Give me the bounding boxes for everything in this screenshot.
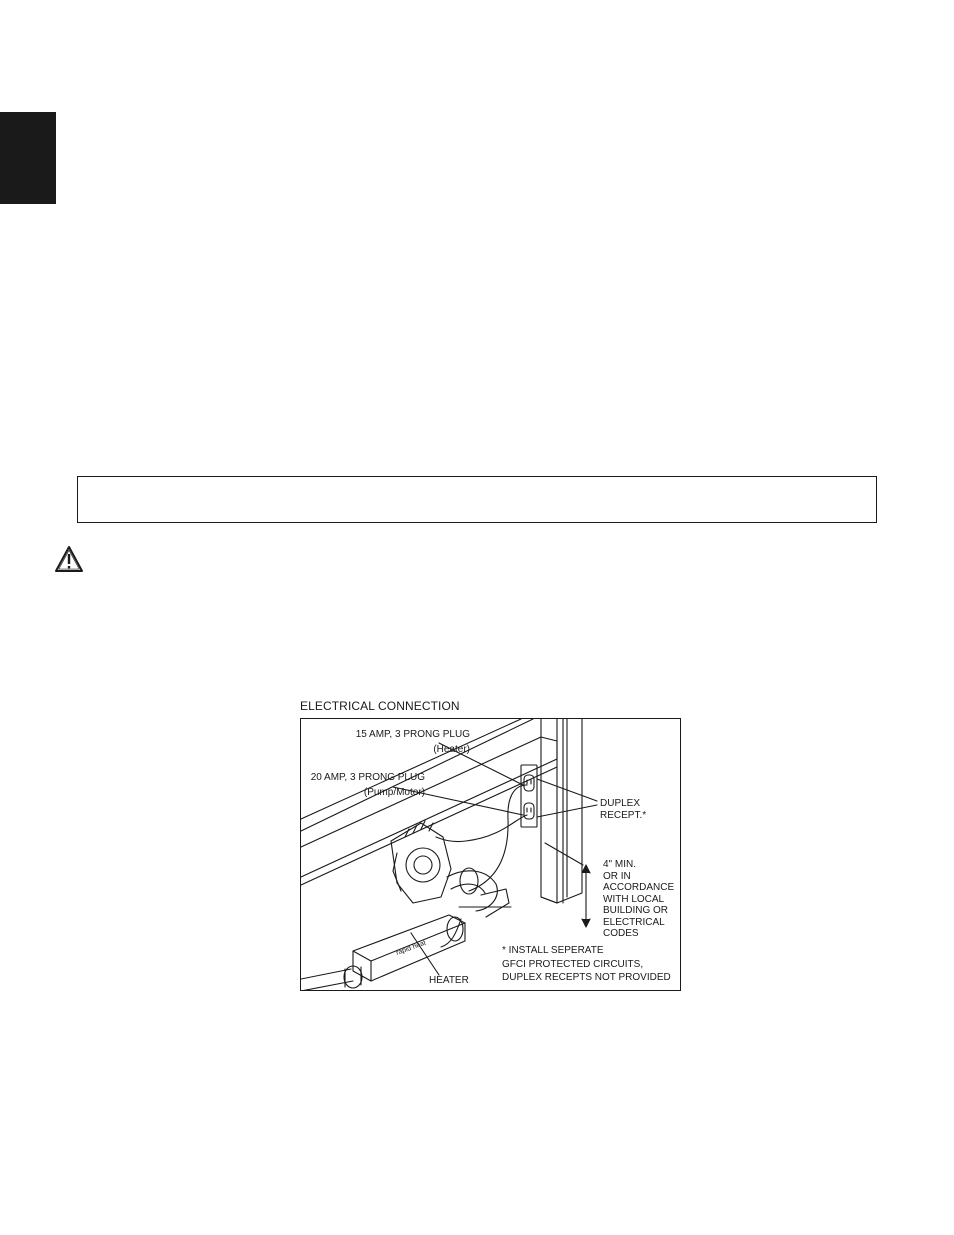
wall-stud (541, 719, 557, 903)
notice-box (77, 476, 877, 523)
pump-motor (391, 823, 451, 903)
pump-plug-label: 20 AMP, 3 PRONG PLUG (Pump/Motor) (310, 772, 425, 798)
heater-plug-label: 15 AMP, 3 PRONG PLUG (Heater) (355, 729, 470, 755)
clearance-label: 4" MIN. OR IN ACCORDANCE WITH LOCAL BUILDING OR ELECTRICAL CODES (603, 859, 675, 939)
warning-triangle-icon (54, 545, 84, 573)
figure-title: ELECTRICAL CONNECTION (300, 699, 460, 713)
duplex-label: DUPLEX RECEPT.* (600, 798, 647, 821)
heater-brand: rapid heat (395, 939, 427, 957)
pump-cord (436, 815, 527, 842)
wall-base (541, 897, 557, 903)
heater-label: HEATER (429, 975, 469, 986)
electrical-connection-figure (300, 718, 681, 991)
heater-cord (469, 785, 527, 891)
section-tab (0, 112, 56, 204)
footnote: * INSTALL SEPERATE GFCI PROTECTED CIRCUITS, DUPLEX RECEPTS NOT PROVIDED (502, 945, 671, 983)
pump-pipe (447, 871, 497, 911)
